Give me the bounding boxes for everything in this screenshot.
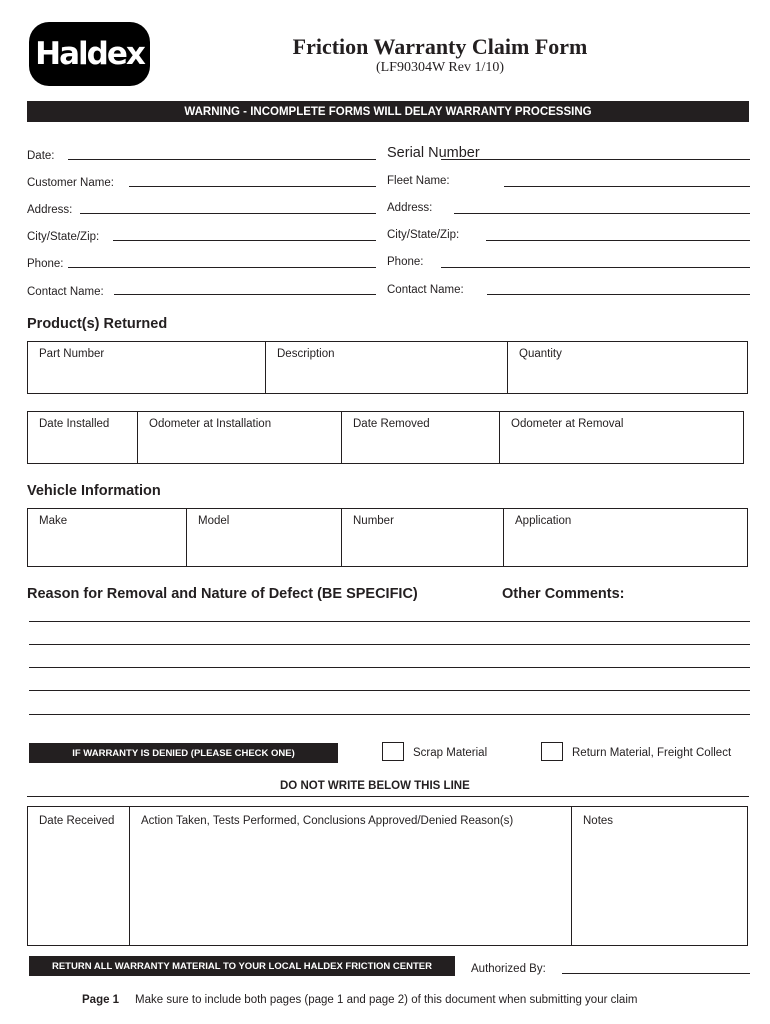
fleet-name-label: Fleet Name: <box>387 175 450 187</box>
office-use-table <box>27 806 748 946</box>
authorized-by-label: Authorized By: <box>471 963 546 975</box>
customer-phone-field[interactable] <box>68 267 376 268</box>
warning-banner: WARNING - INCOMPLETE FORMS WILL DELAY WARRANTY PROCESSING <box>27 101 749 122</box>
reason-line[interactable] <box>29 621 750 622</box>
action-taken-cell[interactable]: Action Taken, Tests Performed, Conclusions Approved/Denied Reason(s) <box>129 807 571 945</box>
odometer-removal-cell[interactable]: Odometer at Removal <box>499 412 743 463</box>
application-cell[interactable]: Application <box>503 509 747 566</box>
customer-address-field[interactable] <box>80 213 376 214</box>
warranty-denied-banner: IF WARRANTY IS DENIED (PLEASE CHECK ONE) <box>29 743 338 763</box>
logo-text: Haldex <box>35 36 144 72</box>
fleet-contact-name-label: Contact Name: <box>387 284 464 296</box>
customer-name-label: Customer Name: <box>27 177 114 189</box>
description-cell[interactable]: Description <box>265 342 507 393</box>
page-note: Make sure to include both pages (page 1 and page 2) of this document when submitting your claim <box>135 994 638 1006</box>
vehicle-information-heading: Vehicle Information <box>27 483 161 499</box>
reason-line[interactable] <box>29 690 750 691</box>
reason-line[interactable] <box>29 644 750 645</box>
page-number: Page 1 <box>82 994 120 1006</box>
return-material-checkbox[interactable] <box>541 742 563 761</box>
reason-line[interactable] <box>29 667 750 668</box>
odometer-installation-cell[interactable]: Odometer at Installation <box>137 412 341 463</box>
number-cell[interactable]: Number <box>341 509 503 566</box>
make-cell[interactable]: Make <box>39 515 68 527</box>
date-received-cell[interactable]: Date Received <box>39 815 115 827</box>
form-title: Friction Warranty Claim Form <box>292 34 588 59</box>
fleet-address-field[interactable] <box>454 213 750 214</box>
fleet-city-state-zip-label: City/State/Zip: <box>387 229 460 241</box>
return-material-banner: RETURN ALL WARRANTY MATERIAL TO YOUR LOCAL HALDEX FRICTION CENTER <box>29 956 455 976</box>
fleet-address-label: Address: <box>387 202 433 214</box>
notes-cell[interactable]: Notes <box>571 807 747 945</box>
serial-number-field[interactable] <box>441 159 750 160</box>
return-material-label: Return Material, Freight Collect <box>572 747 732 759</box>
date-field[interactable] <box>68 159 376 160</box>
fleet-contact-name-field[interactable] <box>487 294 750 295</box>
reason-heading: Reason for Removal and Nature of Defect (BE SPECIFIC) <box>27 586 418 602</box>
customer-contact-name-field[interactable] <box>114 294 376 295</box>
serial-number-label: Serial Number <box>387 145 480 161</box>
vehicle-table <box>27 508 748 567</box>
quantity-cell[interactable]: Quantity <box>507 342 747 393</box>
scrap-material-label: Scrap Material <box>413 747 488 759</box>
products-table-row2 <box>27 411 744 464</box>
other-comments-heading: Other Comments: <box>502 586 625 602</box>
fleet-phone-field[interactable] <box>441 267 750 268</box>
date-label: Date: <box>27 150 55 162</box>
reason-line[interactable] <box>29 714 750 715</box>
part-number-cell[interactable]: Part Number <box>39 348 105 360</box>
fleet-phone-label: Phone: <box>387 256 424 268</box>
fleet-name-field[interactable] <box>504 186 750 187</box>
customer-address-label: Address: <box>27 204 73 216</box>
customer-contact-name-label: Contact Name: <box>27 286 104 298</box>
authorized-by-field[interactable] <box>562 973 750 974</box>
customer-name-field[interactable] <box>129 186 376 187</box>
customer-city-state-zip-label: City/State/Zip: <box>27 231 100 243</box>
model-cell[interactable]: Model <box>186 509 341 566</box>
customer-phone-label: Phone: <box>27 258 64 270</box>
do-not-write-line <box>27 796 749 797</box>
products-returned-heading: Product(s) Returned <box>27 316 168 332</box>
customer-city-state-zip-field[interactable] <box>113 240 376 241</box>
haldex-logo <box>29 22 150 86</box>
products-table-row1 <box>27 341 748 394</box>
do-not-write-notice: DO NOT WRITE BELOW THIS LINE <box>280 780 470 792</box>
form-revision: (LF90304W Rev 1/10) <box>375 60 505 75</box>
date-removed-cell[interactable]: Date Removed <box>341 412 499 463</box>
date-installed-cell[interactable]: Date Installed <box>39 418 110 430</box>
fleet-city-state-zip-field[interactable] <box>486 240 750 241</box>
scrap-material-checkbox[interactable] <box>382 742 404 761</box>
